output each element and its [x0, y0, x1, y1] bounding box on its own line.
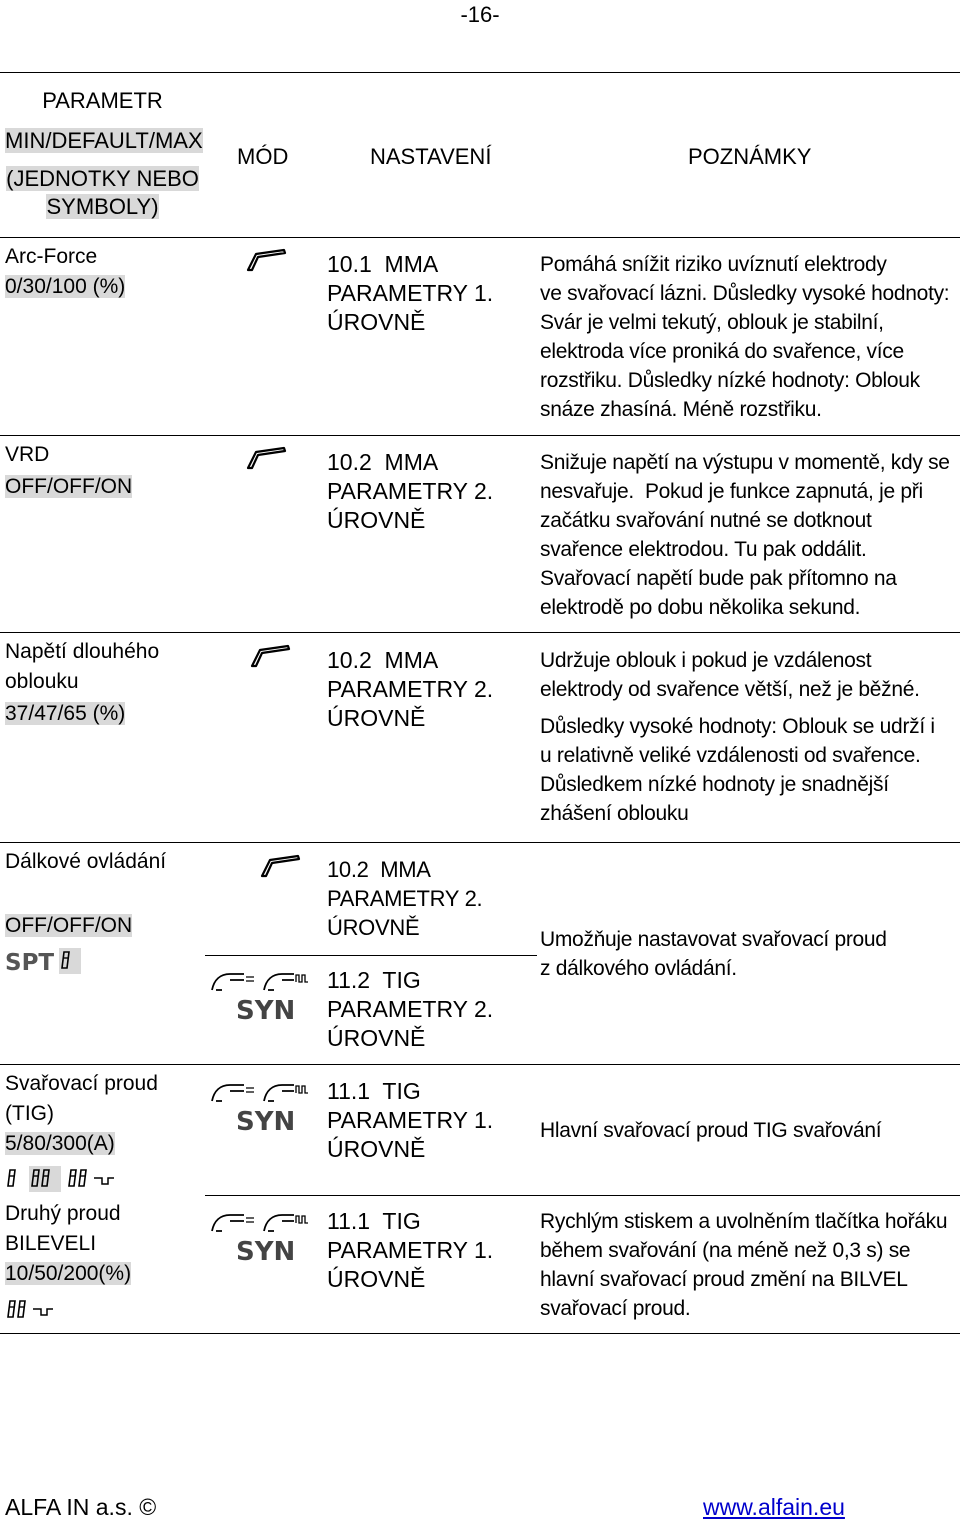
row5-setting-line1: 11.1 TIG [327, 1078, 421, 1104]
row6-param-name-line2: BILEVELI [5, 1232, 97, 1255]
row4-inner-rule [205, 955, 537, 956]
header-param-line3: (JEDNOTKY NEBO [6, 166, 199, 191]
row5-setting-line2: PARAMETRY 1. [327, 1107, 494, 1133]
row4-setting-mma-line2: PARAMETRY 2. [327, 886, 483, 911]
row2-param-name: VRD [5, 443, 50, 466]
row6-setting-line1: 11.1 TIG [327, 1208, 421, 1234]
row2-setting-line2: PARAMETRY 2. [327, 478, 494, 504]
row1-setting [327, 250, 532, 337]
mma-electrode-icon [248, 644, 294, 670]
row5-param-range: 5/80/300(A) [5, 1132, 115, 1155]
row6-parameter [5, 1199, 205, 1289]
tig-torch-icon [210, 1209, 258, 1235]
row4-param-range: OFF/OFF/ON [5, 914, 133, 937]
row3-setting-line2: PARAMETRY 2. [327, 676, 494, 702]
note-line: svařovací proud. [540, 1297, 691, 1320]
note-line: Důsledky vysoké hodnoty: Oblouk se udrží i [540, 715, 935, 738]
header-parameter [5, 84, 203, 224]
row1-parameter [5, 242, 205, 302]
row4-setting-tig-line1: 11.2 TIG [327, 967, 421, 993]
page-number: -16- [460, 2, 500, 27]
row2-setting-line3: ÚROVNĚ [327, 507, 426, 533]
footer-company: ALFA IN a.s. © [5, 1494, 157, 1520]
spt-label: SPT [5, 950, 55, 976]
tig-torch-icon [210, 1079, 258, 1105]
row5-notes [540, 1116, 958, 1145]
row5-mode-symbols [5, 1166, 118, 1197]
row3-param-name-line1: Napětí dlouhého [5, 640, 160, 663]
syn-label: SYN [236, 996, 296, 1026]
note-line: Rychlým stiskem a uvolněním tlačítka hořáku [540, 1210, 948, 1233]
row3-param-name-line2: oblouku [5, 670, 79, 693]
row2-setting-line1: 10.2 MMA [327, 449, 439, 475]
row6-notes [540, 1207, 958, 1323]
row3-param-range: 37/47/65 (%) [5, 702, 126, 725]
tig-torch-pulse-icon [262, 1079, 312, 1105]
row4-parameter [5, 847, 205, 941]
remote-control-symbol [5, 948, 81, 976]
row4-setting-mma [327, 855, 532, 942]
row3-notes [540, 646, 958, 828]
note-line: Pomáhá snížit riziko uvíznutí elektrody [540, 253, 887, 276]
row2-param-range: OFF/OFF/ON [5, 475, 133, 498]
header-rule [0, 237, 960, 238]
row1-setting-line2: PARAMETRY 1. [327, 280, 494, 306]
row2-parameter [5, 440, 205, 502]
note-line: Důsledkem nízké hodnoty je snadnější [540, 773, 889, 796]
note-line: Umožňuje nastavovat svařovací proud [540, 928, 887, 951]
row4-setting-mma-line3: ÚROVNĚ [327, 915, 420, 940]
footer-website-link[interactable]: www.alfain.eu [703, 1494, 845, 1520]
trigger-icon [59, 948, 81, 974]
row3-setting-line3: ÚROVNĚ [327, 705, 426, 731]
header-param-line4: SYMBOLY) [46, 194, 159, 219]
note-line: u relativně veliké vzdálenosti od svařence. [540, 744, 921, 767]
note-line: zhášení oblouku [540, 802, 689, 825]
two-stroke-icon [5, 1166, 25, 1192]
row5-param-name-line2: (TIG) [5, 1102, 54, 1125]
note-line: začátku svařování nutné se dotknout [540, 509, 872, 532]
row1-notes [540, 250, 958, 424]
syn-label: SYN [236, 1237, 296, 1267]
row6-setting [327, 1207, 532, 1294]
note-line: z dálkového ovládání. [540, 957, 737, 980]
row4-rule [0, 1064, 960, 1065]
tig-torch-pulse-icon [262, 968, 312, 994]
table-bottom-rule [0, 1333, 960, 1334]
header-param-line1: PARAMETR [42, 88, 163, 113]
note-line: hlavní svařovací proud změní na BILVEL [540, 1268, 908, 1291]
row5-setting-line3: ÚROVNĚ [327, 1136, 426, 1162]
header-param-line2: MIN/DEFAULT/MAX [5, 128, 203, 153]
row3-setting [327, 646, 532, 733]
note-line: svařence elektrodou. Tu pak oddálit. [540, 538, 867, 561]
header-notes: POZNÁMKY [688, 144, 812, 169]
bilevel-icon [5, 1297, 57, 1323]
mma-electrode-icon [258, 854, 304, 880]
row3-setting-line1: 10.2 MMA [327, 647, 439, 673]
bilevel-icon [66, 1166, 118, 1192]
note-line: během svařování (na méně než 0,3 s) se [540, 1239, 911, 1262]
note-line: rozstřiku. Důsledky nízké hodnoty: Oblouk [540, 369, 920, 392]
row4-setting-tig-line3: ÚROVNĚ [327, 1025, 426, 1051]
mma-electrode-icon [244, 446, 290, 472]
tig-torch-icon [210, 968, 258, 994]
row5-parameter [5, 1069, 205, 1159]
row1-param-name: Arc-Force [5, 245, 98, 268]
row4-notes [540, 925, 958, 983]
four-stroke-icon [29, 1166, 61, 1192]
note-line: Hlavní svařovací proud TIG svařování [540, 1119, 882, 1142]
row2-notes [540, 448, 958, 622]
row5-setting [327, 1077, 532, 1164]
row5-inner-rule [205, 1195, 960, 1196]
note-line: Snižuje napětí na výstupu v momentě, kdy se [540, 451, 950, 474]
row6-setting-line3: ÚROVNĚ [327, 1266, 426, 1292]
header-mode: MÓD [237, 144, 289, 169]
tig-torch-pulse-icon [262, 1209, 312, 1235]
row1-setting-line3: ÚROVNĚ [327, 309, 426, 335]
row3-rule [0, 842, 960, 843]
row4-setting-tig [327, 966, 532, 1053]
row2-rule [0, 632, 960, 633]
row1-rule [0, 435, 960, 436]
row6-param-name-line1: Druhý proud [5, 1202, 121, 1225]
row3-parameter [5, 637, 205, 729]
note-line: Udržuje oblouk i pokud je vzdálenost [540, 649, 872, 672]
note-line: Svařovací napětí bude pak přítomno na [540, 567, 897, 590]
row1-setting-line1: 10.1 MMA [327, 251, 439, 277]
row5-param-name-line1: Svařovací proud [5, 1072, 158, 1095]
note-line: ve svařovací lázni. Důsledky vysoké hodnoty: [540, 282, 950, 305]
header-setting: NASTAVENÍ [370, 144, 492, 169]
row2-setting [327, 448, 532, 535]
row6-setting-line2: PARAMETRY 1. [327, 1237, 494, 1263]
table-top-rule [0, 72, 960, 73]
row1-param-range: 0/30/100 (%) [5, 275, 126, 298]
note-line: elektrodě po dobu několika sekund. [540, 596, 861, 619]
row6-param-range: 10/50/200(%) [5, 1262, 132, 1285]
mma-electrode-icon [244, 248, 290, 274]
syn-label: SYN [236, 1107, 296, 1137]
note-line: elektroda více proniká do svařence, více [540, 340, 904, 363]
note-line: snáze zhasíná. Méně rozstřiku. [540, 398, 822, 421]
row4-setting-tig-line2: PARAMETRY 2. [327, 996, 494, 1022]
row4-setting-mma-line1: 10.2 MMA [327, 857, 431, 882]
note-line: elektrody od svařence větší, než je běžné. [540, 678, 920, 701]
note-line: nesvařuje. Pokud je funkce zapnutá, je při [540, 480, 923, 503]
row4-param-name: Dálkové ovládání [5, 850, 167, 873]
note-line: Svár je velmi tekutý, oblouk je stabilní, [540, 311, 884, 334]
